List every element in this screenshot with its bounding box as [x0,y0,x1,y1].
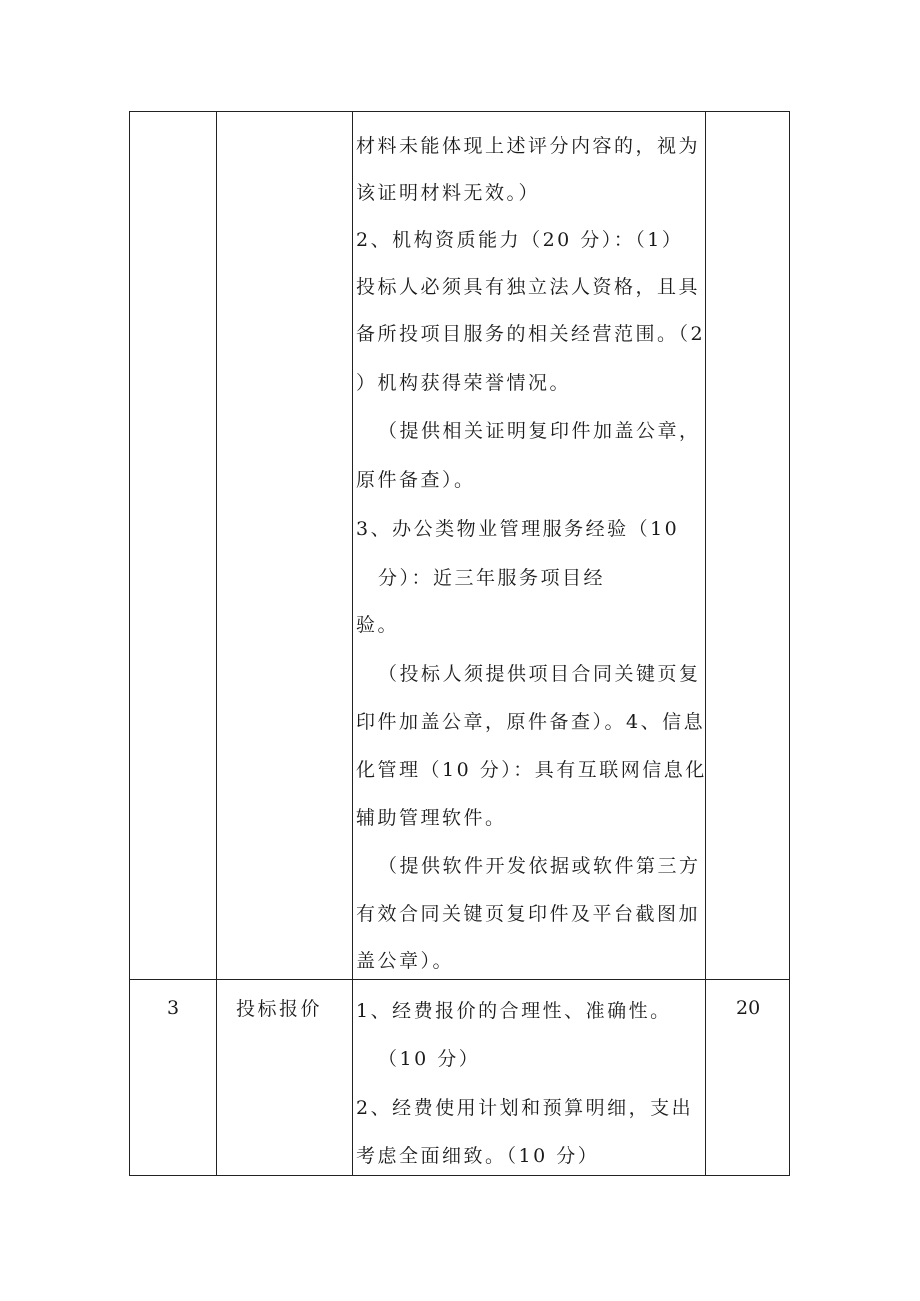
row-number: 3 [167,997,180,1019]
content-line: 分）：近三年服务项目经 [378,567,606,589]
content-line: （提供相关证明复印件加盖公章， [378,420,701,442]
content-line: 备所投项目服务的相关经营范围。（2 [356,323,706,345]
content-line: （投标人须提供项目合同关键页复 [378,663,701,685]
content-line: ）机构获得荣誉情况。 [356,372,572,394]
content-line: （10 分） [378,1048,481,1070]
column-divider [352,112,353,1175]
content-line: 化管理（10 分）：具有互联网信息化 [356,759,707,781]
row-divider [130,979,789,980]
score-value: 20 [736,997,761,1019]
content-line: 材料未能体现上述评分内容的，视为 [356,135,701,157]
content-line: 验。 [356,614,400,636]
scoring-table [129,111,790,1176]
content-line: 印件加盖公章，原件备查）。4、信息 [356,711,706,733]
content-line: 该证明材料无效。） [356,182,541,204]
content-line: 辅助管理软件。 [356,807,507,829]
content-line: 原件备查）。 [356,469,476,491]
column-divider [216,112,217,1175]
content-line: 投标人必须具有独立法人资格，且具 [356,276,701,298]
content-line: 考虑全面细致。（10 分） [356,1145,600,1167]
content-line: 盖公章）。 [356,950,455,972]
content-line: 有效合同关键页复印件及平台截图加 [356,903,701,925]
content-line: 1、经费报价的合理性、准确性。 [356,1000,672,1022]
column-divider [705,112,706,1175]
content-line: 2、经费使用计划和预算明细，支出 [356,1097,694,1119]
content-line: （提供软件开发依据或软件第三方 [378,855,701,877]
content-line: 3、办公类物业管理服务经验（10 [356,518,680,540]
content-line: 2、机构资质能力（20 分）：（1） [356,229,684,251]
item-name: 投标报价 [236,998,323,1020]
